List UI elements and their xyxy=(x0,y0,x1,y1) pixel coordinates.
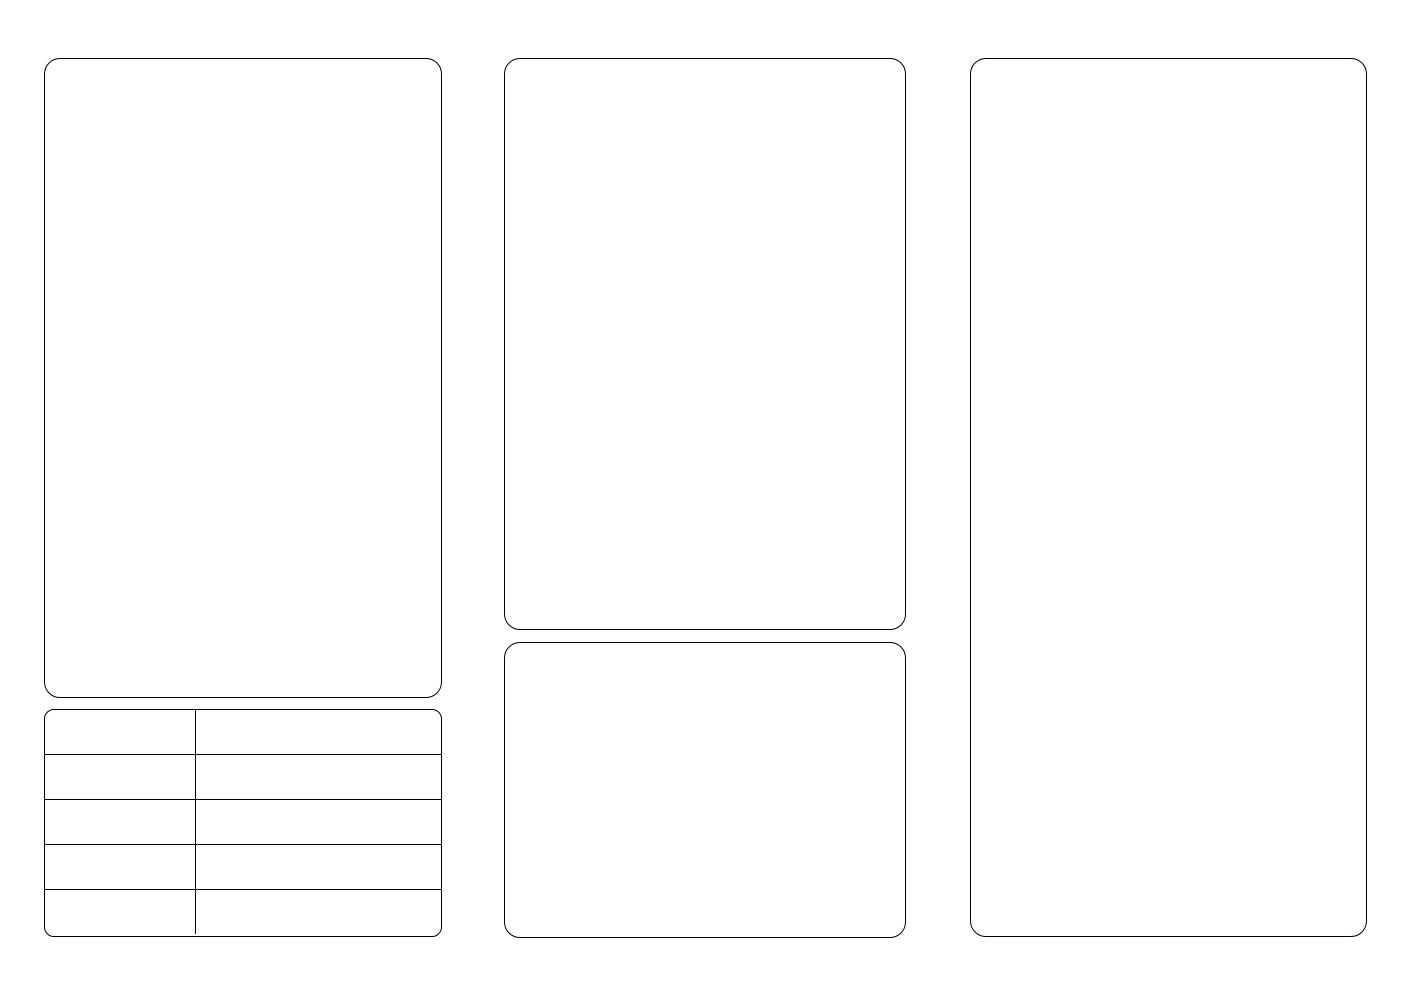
prayer-topics-box xyxy=(504,642,906,938)
schedule-name xyxy=(45,800,196,844)
church-news-box xyxy=(970,58,1367,937)
schedule-name xyxy=(45,755,196,799)
morning-worship-box xyxy=(44,58,442,698)
schedule-name xyxy=(45,890,196,934)
schedule-name xyxy=(45,845,196,889)
schedule-name xyxy=(45,710,196,754)
schedule-row xyxy=(45,710,441,755)
schedule-row xyxy=(45,845,441,890)
schedule-row xyxy=(45,755,441,800)
afternoon-worship-box xyxy=(504,58,906,630)
schedule-row xyxy=(45,890,441,934)
schedule-table xyxy=(44,709,442,937)
schedule-row xyxy=(45,800,441,845)
